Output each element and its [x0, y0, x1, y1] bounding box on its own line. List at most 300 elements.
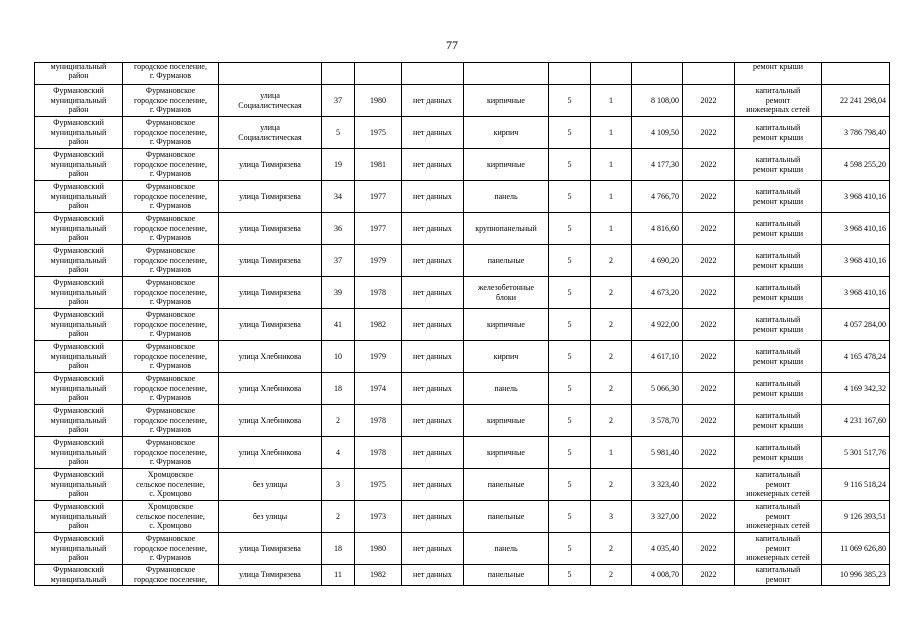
cell-line: район	[68, 393, 89, 403]
cell-line: Фурмановский	[53, 277, 104, 287]
cell-line: улица Хлебникова	[238, 351, 302, 361]
cell-line: капитальный	[755, 442, 801, 452]
cell-cost: 9 116 518,24	[822, 469, 890, 501]
cell-cost: 10 996 385,23	[822, 565, 890, 586]
cell-line: Фурмановский	[53, 405, 104, 415]
cell-work	[735, 85, 822, 117]
cell-year: 1978	[355, 437, 402, 469]
cell-street	[219, 117, 322, 149]
cell-cost: 3 968 410,16	[822, 181, 890, 213]
table-row	[35, 149, 890, 181]
cell-line: ремонт крыши	[752, 164, 804, 174]
cell-plan-year: 2022	[683, 309, 735, 341]
cell-district	[35, 469, 123, 501]
cell-line: ремонт	[765, 95, 791, 105]
cell-house: 11	[322, 565, 355, 586]
cell-line: блоки	[495, 292, 517, 302]
cell-area: 4 177,30	[632, 149, 683, 181]
cell-status: нет данных	[402, 533, 464, 565]
cell-line: городское поселение,	[134, 383, 207, 393]
cell-district	[35, 277, 123, 309]
cell-district	[35, 341, 123, 373]
table-row	[35, 213, 890, 245]
cell-plan-year: 2022	[683, 181, 735, 213]
cell-plan-year: 2022	[683, 437, 735, 469]
cell-year: 1978	[355, 277, 402, 309]
cell-cost: 4 165 478,24	[822, 341, 890, 373]
cell-line: г. Фурманов	[149, 233, 192, 243]
cell-material	[464, 437, 549, 469]
cell-line: панель	[494, 191, 518, 201]
page-number: 77	[446, 38, 458, 52]
cell-line: Фурмановский	[53, 341, 104, 351]
cell-settlement	[123, 341, 219, 373]
cell-line: муниципальный	[50, 479, 107, 489]
table-row	[35, 117, 890, 149]
table-row	[35, 405, 890, 437]
cell-material	[464, 405, 549, 437]
table-row	[35, 181, 890, 213]
cell-street	[219, 85, 322, 117]
cell-status: нет данных	[402, 373, 464, 405]
cell-line: панель	[494, 383, 518, 393]
cell-street	[219, 373, 322, 405]
cell-line: г. Фурманов	[149, 70, 192, 80]
cell-work	[735, 149, 822, 181]
cell-line: г. Фурманов	[149, 553, 192, 563]
cell-entrances: 1	[591, 85, 632, 117]
cell-line: ремонт	[765, 511, 791, 521]
cell-line: городское поселение,	[134, 255, 207, 265]
cell-line: Фурмановский	[53, 117, 104, 127]
cell-plan-year: 2022	[683, 533, 735, 565]
cell-settlement	[123, 469, 219, 501]
table-row	[35, 341, 890, 373]
cell-line: городское поселение,	[134, 447, 207, 457]
cell-district	[35, 181, 123, 213]
cell-line: кирпичные	[487, 447, 525, 457]
cell-line: муниципальный	[50, 447, 107, 457]
cell-plan-year: 2022	[683, 501, 735, 533]
cell-line: район	[68, 489, 89, 499]
cell-year: 1975	[355, 117, 402, 149]
cell-district	[35, 565, 123, 586]
cell-line: капитальный	[755, 282, 801, 292]
cell-line: городское поселение,	[134, 351, 207, 361]
cell-area: 4 617,10	[632, 341, 683, 373]
table-row-continued	[35, 63, 890, 85]
cell-house: 3	[322, 469, 355, 501]
cell-line: муниципальный	[50, 191, 107, 201]
cell-area: 8 108,00	[632, 85, 683, 117]
cell-line: улица Тимирязева	[239, 287, 301, 297]
table-row	[35, 469, 890, 501]
housing-repair-table	[34, 62, 890, 586]
cell-plan-year: 2022	[683, 245, 735, 277]
cell-year: 1974	[355, 373, 402, 405]
cell-year: 1981	[355, 149, 402, 181]
cell-line: г. Фурманов	[149, 105, 192, 115]
cell-entrances	[591, 63, 632, 85]
cell-material	[464, 181, 549, 213]
cell-street	[219, 213, 322, 245]
cell-material	[464, 149, 549, 181]
cell-area: 4 109,50	[632, 117, 683, 149]
cell-work	[735, 469, 822, 501]
cell-district	[35, 437, 123, 469]
cell-district	[35, 149, 123, 181]
cell-entrances: 1	[591, 181, 632, 213]
cell-settlement	[123, 85, 219, 117]
cell-line: ремонт	[765, 574, 791, 584]
table-body	[35, 63, 890, 586]
cell-line: г. Фурманов	[149, 297, 192, 307]
cell-line: г. Фурманов	[149, 425, 192, 435]
cell-entrances: 1	[591, 213, 632, 245]
cell-line: Фурмановское	[145, 309, 196, 319]
cell-line: г. Фурманов	[149, 329, 192, 339]
table-row-truncated	[35, 565, 890, 586]
cell-street	[219, 405, 322, 437]
cell-line: ремонт крыши	[752, 228, 804, 238]
cell-floors: 5	[549, 213, 591, 245]
cell-floors: 5	[549, 117, 591, 149]
cell-line: Фурмановское	[145, 213, 196, 223]
cell-line: без улицы	[252, 511, 288, 521]
cell-line: кирпич	[493, 351, 519, 361]
cell-line: городское поселение,	[134, 319, 207, 329]
table-row	[35, 277, 890, 309]
cell-status: нет данных	[402, 277, 464, 309]
cell-street: улица Тимирязева	[219, 565, 322, 586]
cell-floors: 5	[549, 85, 591, 117]
cell-floors: 5	[549, 341, 591, 373]
table-row	[35, 85, 890, 117]
cell-cost: 11 069 626,80	[822, 533, 890, 565]
cell-year: 1979	[355, 245, 402, 277]
cell-area: 4 816,60	[632, 213, 683, 245]
cell-cost: 3 786 798,40	[822, 117, 890, 149]
cell-house: 37	[322, 85, 355, 117]
cell-street	[219, 181, 322, 213]
cell-work	[735, 245, 822, 277]
cell-line: район	[68, 105, 89, 115]
cell-line: Фурмановское	[145, 277, 196, 287]
cell-status: нет данных	[402, 245, 464, 277]
cell-line: городское поселение,	[134, 191, 207, 201]
cell-line: Фурмановский	[53, 373, 104, 383]
cell-line: городское поселение,	[134, 223, 207, 233]
cell-line: Фурмановское	[145, 533, 196, 543]
cell-floors: 5	[549, 245, 591, 277]
cell-floors: 5	[549, 277, 591, 309]
cell-settlement	[123, 373, 219, 405]
cell-plan-year: 2022	[683, 85, 735, 117]
cell-line: Фурмановское	[145, 245, 196, 255]
cell-material	[464, 277, 549, 309]
cell-line: г. Фурманов	[149, 169, 192, 179]
cell-settlement	[123, 181, 219, 213]
cell-line: городское поселение,	[134, 287, 207, 297]
cell-status: нет данных	[402, 181, 464, 213]
cell-line: Фурмановское	[145, 405, 196, 415]
cell-line: городское поселение,	[134, 574, 207, 584]
cell-status: нет данных	[402, 213, 464, 245]
cell-line: инженерных сетей	[746, 521, 810, 531]
cell-year: 1980	[355, 85, 402, 117]
cell-line: ремонт крыши	[752, 324, 804, 334]
cell-district	[35, 245, 123, 277]
cell-line: г. Фурманов	[149, 361, 192, 371]
cell-settlement	[123, 245, 219, 277]
cell-plan-year: 2022	[683, 373, 735, 405]
cell-entrances: 2	[591, 405, 632, 437]
cell-line: сельское поселение,	[136, 511, 205, 521]
cell-material	[464, 341, 549, 373]
cell-line: панельные	[487, 479, 525, 489]
cell-year: 1977	[355, 181, 402, 213]
cell-line: городское поселение,	[134, 63, 207, 71]
cell-year: 1982	[355, 565, 402, 586]
cell-line: Фурмановский	[53, 565, 104, 574]
cell-settlement	[123, 309, 219, 341]
cell-status: нет данных	[402, 149, 464, 181]
cell-line: Фурмановский	[53, 469, 104, 479]
cell-cost: 4 057 284,00	[822, 309, 890, 341]
cell-line: улица Тимирязева	[239, 223, 301, 233]
cell-line: район	[68, 521, 89, 531]
cell-entrances: 2	[591, 565, 632, 586]
cell-floors: 5	[549, 309, 591, 341]
cell-line: капитальный	[755, 218, 801, 228]
cell-line: городское поселение,	[134, 415, 207, 425]
cell-street	[219, 63, 322, 85]
cell-floors: 5	[549, 405, 591, 437]
cell-house: 39	[322, 277, 355, 309]
cell-line: Фурмановское	[145, 437, 196, 447]
cell-line: Фурмановское	[145, 85, 196, 95]
cell-status: нет данных	[402, 437, 464, 469]
cell-line: с. Хромцово	[149, 521, 192, 531]
cell-house: 19	[322, 149, 355, 181]
cell-area: 4 766,70	[632, 181, 683, 213]
cell-line: Фурмановский	[53, 149, 104, 159]
cell-plan-year: 2022	[683, 565, 735, 586]
cell-material	[464, 373, 549, 405]
cell-line: городское поселение,	[134, 95, 207, 105]
cell-line: городское поселение,	[134, 127, 207, 137]
cell-settlement	[123, 117, 219, 149]
cell-house: 2	[322, 501, 355, 533]
cell-settlement	[123, 149, 219, 181]
cell-line: муниципальный	[50, 95, 107, 105]
cell-line: Фурмановский	[53, 85, 104, 95]
cell-entrances: 2	[591, 533, 632, 565]
cell-work	[735, 533, 822, 565]
cell-line: г. Фурманов	[149, 137, 192, 147]
cell-district	[35, 533, 123, 565]
cell-line: г. Фурманов	[149, 393, 192, 403]
cell-year: 1977	[355, 213, 402, 245]
cell-line: район	[68, 201, 89, 211]
cell-settlement	[123, 213, 219, 245]
cell-material	[464, 63, 549, 85]
cell-line: Фурмановский	[53, 245, 104, 255]
cell-settlement	[123, 501, 219, 533]
cell-line: г. Фурманов	[149, 457, 192, 467]
cell-status: нет данных	[402, 565, 464, 586]
cell-line: улица	[260, 122, 280, 132]
cell-line: ремонт крыши	[752, 356, 804, 366]
cell-entrances: 1	[591, 117, 632, 149]
cell-district	[35, 405, 123, 437]
cell-cost: 5 301 517,76	[822, 437, 890, 469]
cell-street	[219, 309, 322, 341]
cell-line: капитальный	[755, 85, 801, 95]
cell-line: кирпичные	[487, 319, 525, 329]
cell-house: 18	[322, 533, 355, 565]
cell-line: капитальный	[755, 501, 801, 511]
cell-line: Фурмановское	[145, 149, 196, 159]
cell-district	[35, 85, 123, 117]
cell-house: 10	[322, 341, 355, 373]
cell-line: Социалистическая	[238, 100, 302, 110]
cell-line: ремонт крыши	[752, 260, 804, 270]
cell-line: улица Хлебникова	[238, 447, 302, 457]
cell-line: Фурмановский	[53, 181, 104, 191]
cell-work	[735, 117, 822, 149]
cell-line: район	[68, 70, 89, 80]
cell-area: 4 035,40	[632, 533, 683, 565]
cell-line: муниципальный	[50, 159, 107, 169]
cell-district	[35, 213, 123, 245]
cell-status: нет данных	[402, 469, 464, 501]
cell-line: район	[68, 329, 89, 339]
cell-cost: 4 598 255,20	[822, 149, 890, 181]
cell-plan-year	[683, 63, 735, 85]
cell-line: Хромцовское	[147, 469, 194, 479]
cell-area: 3 578,70	[632, 405, 683, 437]
cell-entrances: 2	[591, 245, 632, 277]
cell-material: панельные	[464, 565, 549, 586]
cell-status: нет данных	[402, 501, 464, 533]
cell-settlement	[123, 437, 219, 469]
cell-plan-year: 2022	[683, 149, 735, 181]
cell-floors: 5	[549, 373, 591, 405]
cell-line: капитальный	[755, 533, 801, 543]
cell-street	[219, 501, 322, 533]
cell-line: район	[68, 553, 89, 563]
cell-line: Фурмановское	[145, 373, 196, 383]
cell-year: 1975	[355, 469, 402, 501]
cell-line: Фурмановский	[53, 437, 104, 447]
cell-floors	[549, 63, 591, 85]
table-row	[35, 245, 890, 277]
cell-area: 5 981,40	[632, 437, 683, 469]
cell-line: кирпич	[493, 127, 519, 137]
cell-line: улица Хлебникова	[238, 415, 302, 425]
cell-floors: 5	[549, 501, 591, 533]
cell-line: Хромцовское	[147, 501, 194, 511]
cell-material	[464, 469, 549, 501]
cell-floors: 5	[549, 469, 591, 501]
cell-line: панель	[494, 543, 518, 553]
cell-line: капитальный	[755, 346, 801, 356]
cell-line: улица Тимирязева	[239, 191, 301, 201]
cell-line: панельные	[487, 255, 525, 265]
cell-floors: 5	[549, 565, 591, 586]
cell-work	[735, 277, 822, 309]
cell-line: улица Тимирязева	[239, 543, 301, 553]
cell-line: муниципальный	[50, 543, 107, 553]
cell-cost: 3 968 410,16	[822, 245, 890, 277]
cell-line: муниципальный	[50, 574, 107, 584]
cell-line: ремонт крыши	[752, 292, 804, 302]
cell-work	[735, 501, 822, 533]
cell-line: район	[68, 233, 89, 243]
cell-cost: 4 169 342,32	[822, 373, 890, 405]
cell-line: район	[68, 137, 89, 147]
cell-line: кирпичные	[487, 95, 525, 105]
cell-work	[735, 373, 822, 405]
cell-district	[35, 309, 123, 341]
cell-entrances: 2	[591, 373, 632, 405]
cell-work	[735, 63, 822, 85]
cell-settlement	[123, 533, 219, 565]
cell-line: г. Фурманов	[149, 265, 192, 275]
cell-floors: 5	[549, 181, 591, 213]
cell-material	[464, 213, 549, 245]
cell-cost: 4 231 167,60	[822, 405, 890, 437]
cell-year	[355, 63, 402, 85]
cell-area: 4 690,20	[632, 245, 683, 277]
cell-line: муниципальный	[50, 255, 107, 265]
cell-line: улица	[260, 90, 280, 100]
cell-house: 37	[322, 245, 355, 277]
cell-line: Фурмановское	[145, 117, 196, 127]
cell-street	[219, 437, 322, 469]
cell-work	[735, 213, 822, 245]
cell-line: панельные	[487, 511, 525, 521]
cell-entrances: 3	[591, 501, 632, 533]
cell-line: капитальный	[755, 122, 801, 132]
cell-line: ремонт крыши	[752, 63, 804, 71]
table-row	[35, 373, 890, 405]
cell-line: район	[68, 361, 89, 371]
cell-line: муниципальный	[50, 287, 107, 297]
cell-plan-year: 2022	[683, 213, 735, 245]
cell-street	[219, 341, 322, 373]
cell-line: район	[68, 265, 89, 275]
cell-material	[464, 309, 549, 341]
cell-district	[35, 373, 123, 405]
cell-work	[735, 309, 822, 341]
cell-work	[735, 437, 822, 469]
cell-street	[219, 533, 322, 565]
cell-house: 41	[322, 309, 355, 341]
cell-floors: 5	[549, 533, 591, 565]
cell-cost	[822, 63, 890, 85]
cell-line: кирпичные	[487, 415, 525, 425]
cell-line: Фурмановский	[53, 213, 104, 223]
cell-entrances: 2	[591, 277, 632, 309]
cell-line: район	[68, 169, 89, 179]
cell-status: нет данных	[402, 309, 464, 341]
cell-material	[464, 85, 549, 117]
cell-line: улица Тимирязева	[239, 159, 301, 169]
cell-cost: 9 126 393,51	[822, 501, 890, 533]
cell-street	[219, 277, 322, 309]
